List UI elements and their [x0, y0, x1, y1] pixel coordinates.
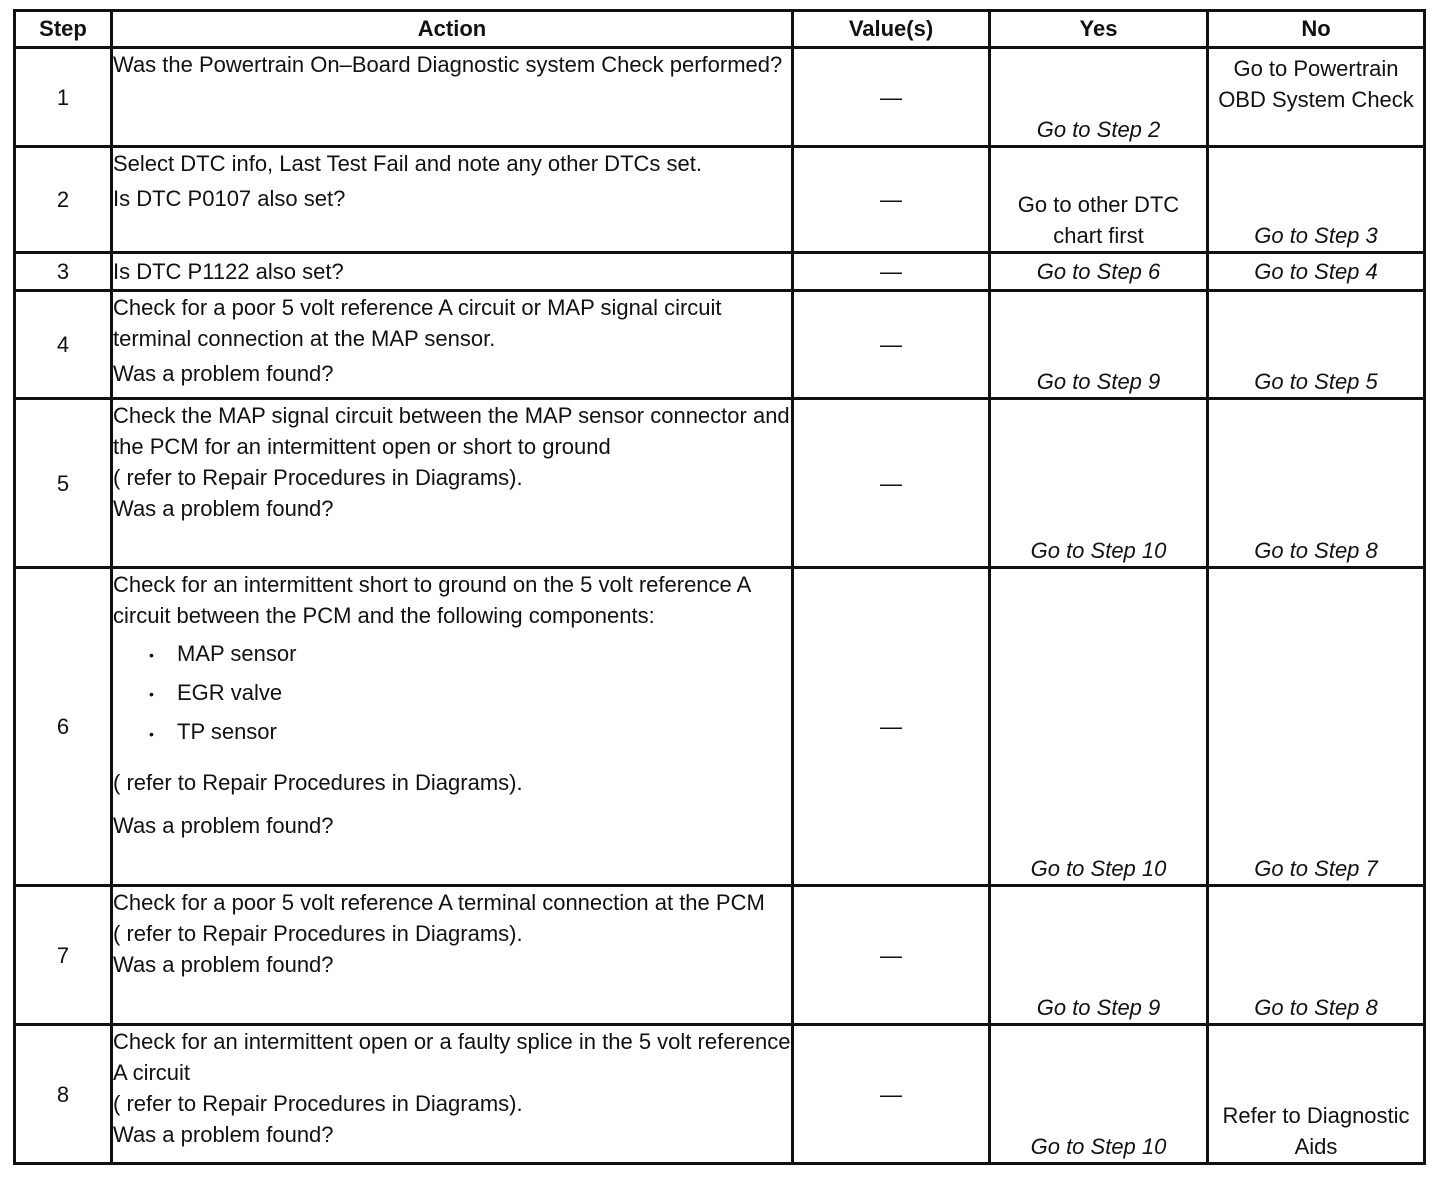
- no-result: Go to Step 8: [1208, 399, 1425, 568]
- table-row-step-5: [15, 399, 1425, 568]
- header-step: Step: [15, 11, 112, 48]
- no-result: Go to Step 7: [1208, 568, 1425, 886]
- table-row-step-3: [15, 253, 1425, 291]
- no-result: Go to Step 8: [1208, 886, 1425, 1025]
- yes-result: Go to Step 10: [990, 399, 1208, 568]
- action-reference: ( refer to Repair Procedures in Diagrams).: [113, 1091, 523, 1116]
- table-row-step-6: [15, 568, 1425, 886]
- step-number: 7: [15, 886, 112, 1025]
- action-cell: [112, 399, 793, 568]
- bullet-icon: •: [149, 725, 154, 742]
- action-question: Is DTC P0107 also set?: [113, 186, 346, 211]
- action-cell: [112, 147, 793, 253]
- header-value: Value(s): [793, 11, 990, 48]
- header-action: Action: [112, 11, 793, 48]
- diagnostic-table: [13, 9, 1426, 1165]
- action-text: Was the Powertrain On–Board Diagnostic system Check performed?: [113, 52, 783, 77]
- list-item: [149, 713, 791, 752]
- header-yes: Yes: [990, 11, 1208, 48]
- table-row-step-1: [15, 48, 1425, 147]
- action-reference: ( refer to Repair Procedures in Diagrams).: [113, 465, 523, 490]
- action-text: Check for an intermittent open or a faulty splice in the 5 volt reference A circuit: [113, 1029, 791, 1085]
- table-row-step-8: [15, 1025, 1425, 1164]
- no-result: Go to Step 3: [1208, 147, 1425, 253]
- yes-result: Go to Step 2: [990, 48, 1208, 147]
- action-cell: [112, 253, 793, 291]
- no-result: Refer to Diagnostic Aids: [1208, 1025, 1425, 1164]
- value-cell: —: [793, 568, 990, 886]
- action-text: Check for a poor 5 volt reference A terminal connection at the PCM: [113, 890, 765, 915]
- value-cell: —: [793, 48, 990, 147]
- table-row-step-2: [15, 147, 1425, 253]
- value-cell: —: [793, 253, 990, 291]
- step-number: 8: [15, 1025, 112, 1164]
- yes-result: Go to Step 6: [990, 253, 1208, 291]
- step-number: 4: [15, 291, 112, 399]
- yes-result: Go to Step 10: [990, 568, 1208, 886]
- step-number: 2: [15, 147, 112, 253]
- action-cell: [112, 1025, 793, 1164]
- action-text: Check for a poor 5 volt reference A circuit or MAP signal circuit terminal connection at the MAP sensor.: [113, 295, 722, 351]
- list-item-label: TP sensor: [177, 719, 277, 745]
- action-text: Select DTC info, Last Test Fail and note any other DTCs set.: [113, 151, 702, 176]
- value-cell: —: [793, 399, 990, 568]
- action-text: Check the MAP signal circuit between the MAP sensor connector and the PCM for an intermittent open or short to ground: [113, 403, 790, 459]
- action-cell: [112, 568, 793, 886]
- step-number: 3: [15, 253, 112, 291]
- value-cell: —: [793, 1025, 990, 1164]
- table-row-step-4: [15, 291, 1425, 399]
- component-list: [113, 635, 791, 753]
- value-cell: —: [793, 886, 990, 1025]
- action-cell: [112, 291, 793, 399]
- no-result: Go to Step 4: [1208, 253, 1425, 291]
- yes-result: Go to Step 9: [990, 886, 1208, 1025]
- value-cell: —: [793, 291, 990, 399]
- header-no: No: [1208, 11, 1425, 48]
- action-text: Check for an intermittent short to ground on the 5 volt reference A circuit between the PCM and the following components:: [113, 572, 751, 628]
- list-item-label: EGR valve: [177, 680, 283, 706]
- yes-result: Go to Step 10: [990, 1025, 1208, 1164]
- action-cell: [112, 48, 793, 147]
- header-row: [15, 11, 1425, 48]
- yes-result: Go to Step 9: [990, 291, 1208, 399]
- action-question: Is DTC P1122 also set?: [113, 259, 344, 284]
- action-question: Was a problem found?: [113, 496, 334, 521]
- list-item-label: MAP sensor: [177, 641, 297, 666]
- action-reference: ( refer to Repair Procedures in Diagrams).: [113, 769, 523, 795]
- step-number: 1: [15, 48, 112, 147]
- action-question: Was a problem found?: [113, 361, 334, 386]
- value-cell: —: [793, 147, 990, 253]
- action-question: Was a problem found?: [113, 952, 334, 977]
- step-number: 5: [15, 399, 112, 568]
- no-result: Go to Step 5: [1208, 291, 1425, 399]
- action-question: Was a problem found?: [113, 1122, 334, 1147]
- step-number: 6: [15, 568, 112, 886]
- list-item: [149, 674, 791, 713]
- action-cell: [112, 886, 793, 1025]
- list-item: [149, 635, 791, 674]
- bullet-icon: •: [149, 686, 154, 703]
- table-row-step-7: [15, 886, 1425, 1025]
- action-reference: ( refer to Repair Procedures in Diagrams).: [113, 921, 523, 946]
- bullet-icon: •: [149, 647, 154, 664]
- no-result: Go to Powertrain OBD System Check: [1208, 48, 1425, 147]
- action-question: Was a problem found?: [113, 812, 334, 838]
- yes-result: Go to other DTC chart first: [990, 147, 1208, 253]
